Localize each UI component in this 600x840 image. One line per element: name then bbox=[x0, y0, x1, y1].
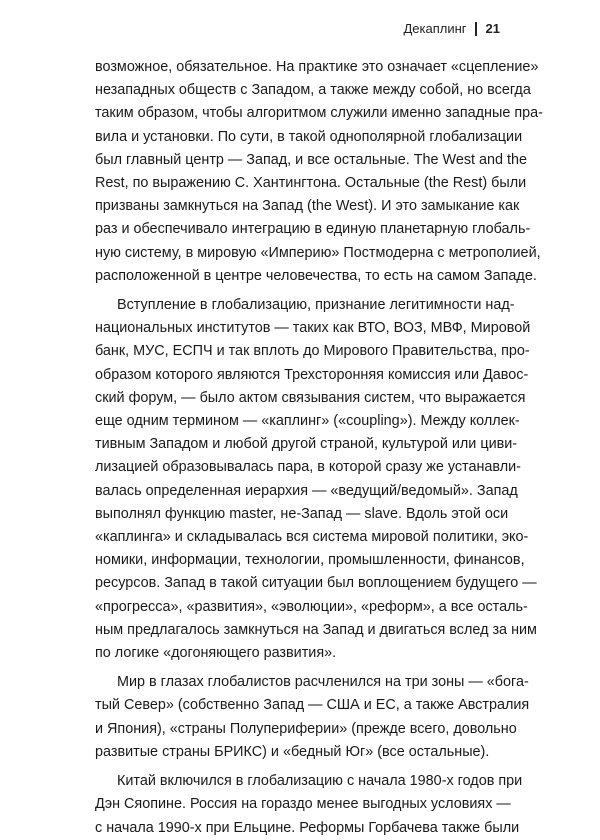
text-line: Мир в глазах глобалистов расчленился на три зоны — «бога- bbox=[117, 674, 529, 691]
paragraph bbox=[95, 671, 530, 764]
text-line: тивным Западом и любой другой страной, культурой или циви- bbox=[95, 436, 518, 453]
text-line: Rest, по выражению С. Хантингтона. Остальные (the Rest) были bbox=[95, 175, 527, 192]
text-line: образом которого являются Трехсторонняя комиссия или Давос- bbox=[95, 366, 529, 383]
text-line: расположенной в центре человечества, то есть на самом Западе. bbox=[95, 267, 537, 284]
page-body-text bbox=[95, 56, 543, 840]
paragraph bbox=[95, 770, 523, 840]
running-title: Декаплинг bbox=[403, 21, 467, 36]
text-line: выполнял функцию master, не-Запад — slave. Вдоль этой оси bbox=[95, 505, 509, 522]
text-line: с начала 1990-х при Ельцине. Реформы Горбачева также были bbox=[95, 819, 520, 836]
text-line: ский форум, — было актом связывания систем, что выражается bbox=[95, 389, 526, 406]
text-line: тый Север» (собственно Запад — США и ЕС, а также Австралия bbox=[95, 697, 530, 714]
text-line: номики, информации, технологии, промышленности, финансов, bbox=[95, 552, 525, 569]
text-line: лизацией образовывалась пара, в которой сразу же устанавли- bbox=[95, 459, 521, 476]
text-line: возможное, обязательное. На практике это означает «сцепление» bbox=[95, 59, 539, 75]
text-line: был главный центр — Запад, и все остальные. The West and the bbox=[95, 151, 528, 168]
text-line: ную систему, в мировую «Империю» Постмодерна с метрополией, bbox=[95, 244, 541, 261]
page-number: 21 bbox=[485, 21, 500, 36]
text-line: по логике «догоняющего развития». bbox=[95, 645, 337, 662]
text-line: Китай включился в глобализацию с начала 1980-х годов при bbox=[117, 773, 523, 790]
text-line: незападных обществ с Западом, а также между собой, но всегда bbox=[95, 82, 531, 99]
text-line: таким образом, чтобы алгоритмом служили именно западные пра- bbox=[95, 105, 543, 122]
text-line: ресурсов. Запад в такой ситуации был воплощением будущего — bbox=[95, 575, 537, 592]
paragraph bbox=[95, 56, 543, 288]
text-line: призваны замкнуться на Запад (the West). И это замыкание как bbox=[95, 198, 520, 215]
text-line: развитые страны БРИКС) и «бедный Юг» (все остальные). bbox=[95, 743, 490, 760]
text-line: банк, МУС, ЕСПЧ и так вплоть до Мирового Правительства, про- bbox=[95, 343, 530, 360]
text-line: Вступление в глобализацию, признание легитимности над- bbox=[117, 297, 515, 314]
text-line: «каплинга» и складывалась вся система мировой политики, эко- bbox=[95, 529, 529, 546]
header-divider bbox=[475, 22, 477, 36]
text-line: ным предлагалось замкнуться на Запад и двигаться вслед за ним bbox=[95, 621, 537, 638]
text-line: еще одним термином — «каплинг» («coupling»). Между коллек- bbox=[95, 413, 520, 430]
running-header bbox=[403, 21, 500, 37]
text-line: раз и обеспечивало интеграцию в единую планетарную глобаль- bbox=[95, 221, 531, 238]
text-line: Дэн Сяопине. Россия на гораздо менее выгодных условиях — bbox=[95, 796, 511, 813]
paragraph bbox=[95, 294, 537, 665]
text-line: национальных институтов — таких как ВТО, ВОЗ, МВФ, Мировой bbox=[95, 320, 531, 337]
text-line: валась определенная иерархия — «ведущий/ведомый». Запад bbox=[95, 482, 518, 499]
text-line: вила и установки. По сути, в такой однополярной глобализации bbox=[95, 128, 523, 145]
text-line: и Япония), «страны Полупериферии» (прежде всего, довольно bbox=[95, 720, 517, 737]
text-line: «прогресса», «развития», «эволюции», «реформ», а все осталь- bbox=[95, 598, 528, 615]
